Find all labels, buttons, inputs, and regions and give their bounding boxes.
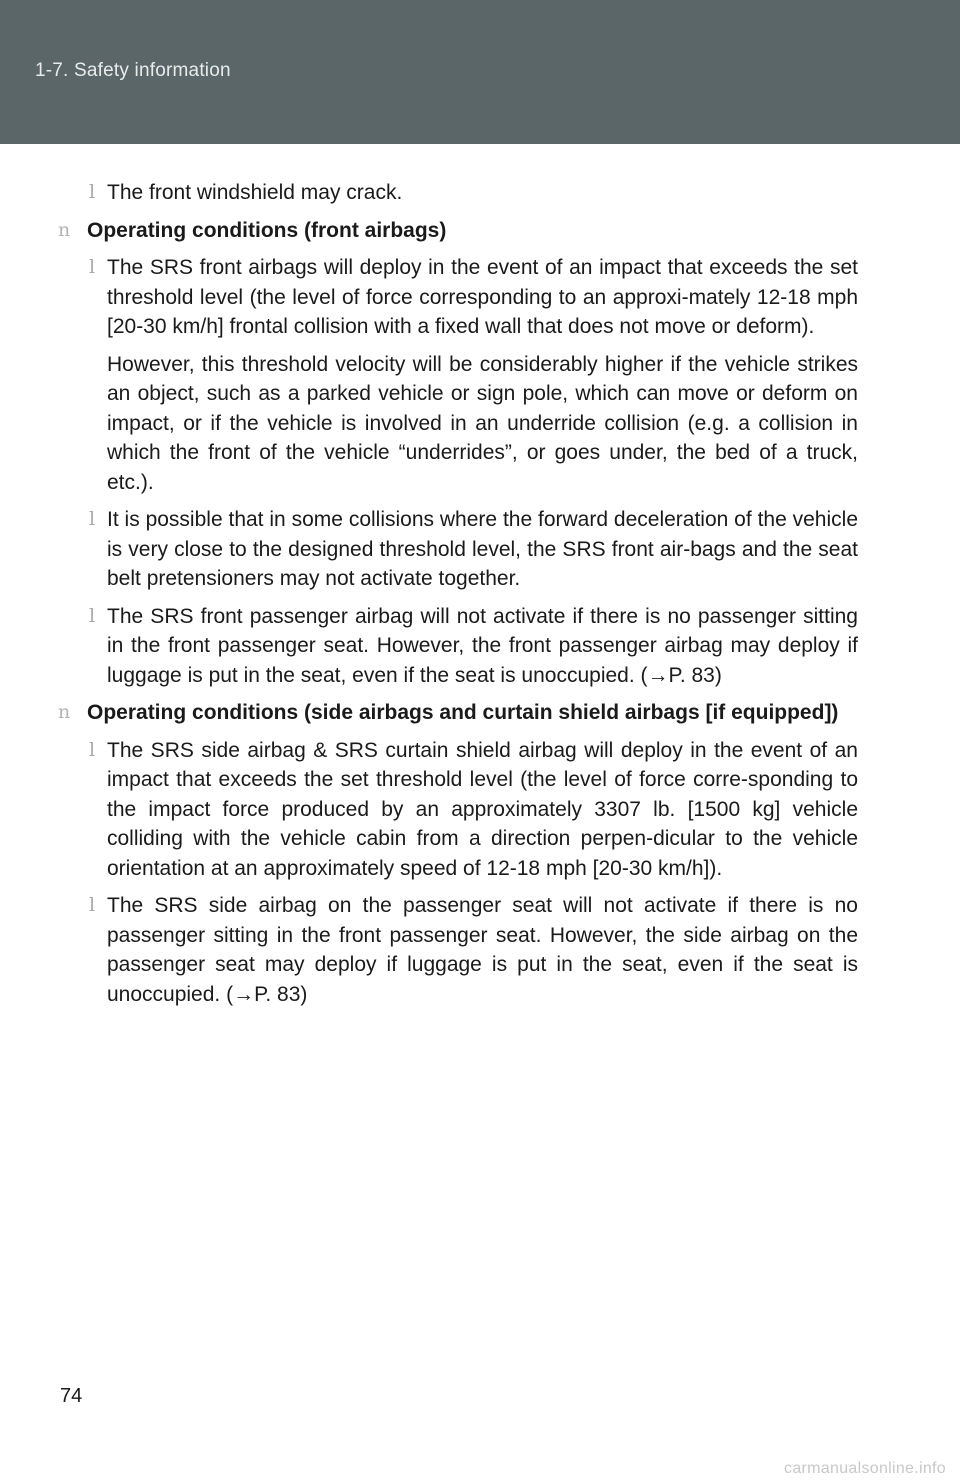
bullet-marker: l: [89, 604, 96, 627]
subheading: [58, 216, 858, 246]
bullet-item: [58, 178, 858, 208]
subheading-text: Operating conditions (front airbags): [87, 218, 447, 242]
bullet-text: The SRS front airbags will deploy in the event of an impact that exceeds the set threshold level (the level of force corresponding to an approxi-mately 12-18 mph [20-30 km/h] frontal collision with a fixed wall that does not move or deform).: [107, 256, 858, 338]
subheading-text: Operating conditions (side airbags and curtain shield airbags [if equipped]): [87, 701, 839, 724]
continuation-paragraph: However, this threshold velocity will be considerably higher if the vehicle strikes an object, such as a parked vehicle or sign pole, which can move or deform on impact, or if the vehicle is involved in an underride collision (e.g. a collision in which the front of the vehicle “underrides”, or goes under, the bed of a truck, etc.).: [107, 352, 858, 494]
subheading: [58, 698, 858, 728]
bullet-marker: l: [89, 181, 96, 203]
bullet-text: The SRS side airbag & SRS curtain shield airbag will deploy in the event of an impact that exceeds the set threshold level (the level of force corre-sponding to the impact force produced by an approximately 3307 lb. [1500 kg] vehicle colliding with the vehicle cabin from a direction perpen-dicular to the vehicle orientation at an approximately speed of 12-18 mph [20-30 km/h]).: [107, 738, 858, 880]
bullet-text: The front windshield may crack.: [107, 181, 403, 204]
bullet-text: The SRS front passenger airbag will not activate if there is no passenger sitting in the front passenger seat. However, the front passenger airbag may deploy if luggage is put in the seat, even if the seat is unoccupied. (→P. 83): [107, 604, 858, 687]
page-number: 74: [60, 1385, 83, 1407]
section-title: 1-7. Safety information: [35, 60, 231, 81]
heading-marker: n: [58, 701, 71, 723]
bullet-item: [58, 253, 858, 342]
bullet-item: [58, 736, 858, 884]
heading-marker: n: [58, 218, 71, 241]
bullet-item: [58, 505, 858, 594]
page-content: [58, 178, 858, 1017]
bullet-text: It is possible that in some collisions where the forward deceleration of the vehicle is very close to the designed threshold level, the SRS front air-bags and the seat belt pretensioners may not activate together.: [107, 508, 858, 590]
bullet-text: The SRS side airbag on the passenger seat will not activate if there is no passenger sitting in the front passenger seat. However, the side airbag on the passenger seat may deploy if luggage is put in the seat, even if the seat is unoccupied. (→P. 83): [107, 894, 858, 1006]
bullet-marker: l: [89, 256, 96, 278]
watermark: carmanualsonline.info: [784, 1460, 946, 1477]
bullet-marker: l: [89, 894, 96, 916]
bullet-marker: l: [89, 508, 96, 530]
bullet-item: [58, 602, 858, 691]
bullet-marker: l: [89, 738, 96, 761]
bullet-item: [58, 891, 858, 1009]
